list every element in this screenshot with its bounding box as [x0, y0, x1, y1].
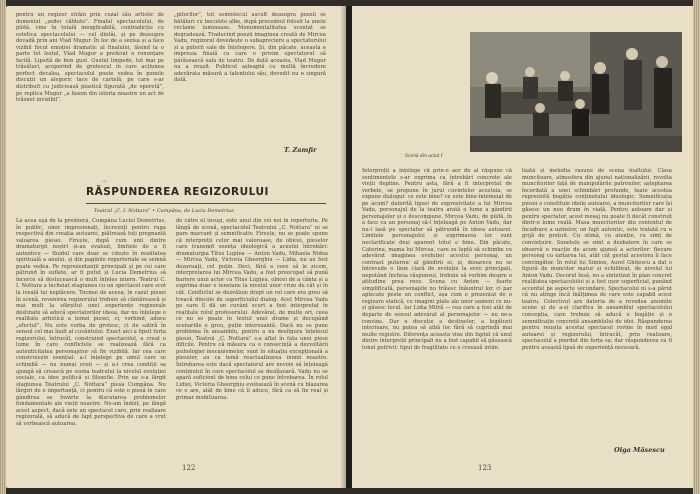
left-page: [6, 6, 346, 488]
left-body-text-1: La acea uşă de la premieră, Cumpăna Luciei Demetrius, în public, unor impresionați, încrezuți pentru ruga respectivă din creația autoarei, piătrează toți pregnantă valoarea piesei. Firește, după cum unii dintre dramaturgii noștri și-au evaluat, limitele de a fi autentice — fluidul care doar se citește în realitatea spirituală a anului. și din paginile repertoriale se semnă poate vedea. Pe reprezentanții principali și pe cei care pătrund în suflete, ar fi putut și Lucia Demetrius să încerce să deslucească o mult înțeles intern. Teatrul C. I. Nottara a încheiat stagiunea cu un spectacol care scot la iveală lui neplăcere. Tocmai de aceea, în cazul piesei în scenă, revenirea regizorului trebuie să cântărească și mai mult la sfârșitul unei experiențe regizorale destinate să aducă spectatorilor ideea, dar nu înțelege o realitate artistică a temei piesei, ci, vorbind, aduce „efectul”. Nu este vorba de grotesc, ci de satiră în sensul cel mai înalt al cuvântului. Exact aici a lipsit forța regizorului, întrucât, construind spectacolul, a creat o lume în care conflictele se realizează fără ca autenticitatea personajelor să fie vizibilă. Iar cea care construiește esențial: a-l înțelege pe omul care se schimbă — nu numai eroii — și a-i crea condiții sa ajungă să crească pe scena teatrului la nivelul evoluției sociale, ca idee politică și filozofie. Prin ea s-a lărgit stagiunea Teatrului „C. Nottara” piesa Cumpăna. Nu lărgiri de o importanță, ci pentru că este o piesă în care gândirea se învârte la discutarea problemelor fundamentale ale vieții noastre. Ne-am îndoit, pe lângă acest aspect, dacă este un spectacol care, prin realizare regizorală, să aducă de fapt perspectiva de care a vrut să vorbească autoarea.: [16, 218, 166, 427]
stage-photo-image: [470, 32, 682, 152]
left-top-column-2: [174, 12, 326, 84]
left-body-column-1: [16, 218, 166, 454]
right-body-column-2: [522, 168, 672, 444]
right-body-text-2: luată și melodia rasune de scena inaltului. Clasa muncitoare, atmosfera din ajunul naționalizării, revolta muncitorilor față de manipulările patronilor, așteptarea încordată a unei schimbări profunde, toate acestea reprezintă bogăția conținutului ideologic. Semnificația piesei o constituie ideile autoarei, a muncitorilor care își găsesc un nou drum în viață. Pentru autoare dar și pentru spectator, acest mesaj nu poate fi decât construit dintr-o lume reală. Masa muncitorilor din contextul de încadrare a uzinelor, un fapt autentic, este tratată cu o grijă de prețuit. Cu stimă, cu atenție, cu simț de conviețuire. Sunetele se simt a dezbatere în care se observă o reacție de acum ajunsă a actorilor: fiecare personaj cu ezitarea lui, atât cât gestul acestora îl face convingător. În rolul lui Simion, Aurel Ghițescu a dat o figură de muncitor matur și echilibrat, de nivelul lui Anton Vadu. Decorul însă, nu a sintetizat în plan concret realitatea spectacolului și a fost ușor superficial, punând accentul pe aspecte secundare. Spectacolul ni s-a părut că nu atinge încă înălțimea de care este capabil acest teatru. Colectivul are datoria de a revedea anumite scene și de a-și clarifica în ansamblul spectacolului concepția, care trebuie să aducă o bogăție și o semnificație concretă ansamblului de idei. Răspunderea pentru reușita acestui spectacol revine în mod egal autoarei și regizorului, întrucât, prin realizare, spectacolul a pierdut din forța sa; dar răspunderea va fi pentru această lipsă de experiență necesară.: [522, 168, 672, 351]
left-body-column-2: [176, 218, 328, 454]
title-rule: [86, 203, 326, 204]
right-page-edges: [693, 0, 700, 494]
right-body-column-1: [362, 168, 512, 456]
signature-masescu: Olga Măsescu: [614, 446, 665, 454]
article-title: RĂSPUNDEREA REGIZORULUI: [86, 186, 269, 198]
article-subtitle: Teatrul „C. I. Nottara” • Cumpăna, de Lucia Demetrius: [94, 208, 234, 214]
page-number-right: 123: [478, 464, 492, 472]
signature-zamfir: T. Zamfir: [284, 146, 317, 154]
left-top-column-1: [16, 12, 164, 104]
left-top-text-2: „pitorilor”, tot semiotecul ascult deasupra poezii se bătăluri cu beculete albe, după procedeul folosit la unele reclame luminoase. Monumentalitatea scontat se degradează. Traducind poezii imaginea creată de Mircea Vadu, regizorul dovedește o subapreciere a spectatorului și a puterii sale de înțelegere. Și, din păcate, aceasta e impresia finală cu care o privim spectatorul să părăsească sala de teatru. De dată aceasta, Vlad Mugur nu a reușit. Publicul așteaptă cu multă încredere adevărata măsură a talentului său, dovedit nu o singură dată.: [174, 12, 326, 84]
left-top-text-1: pentru un regizor străin prin cuzal său artistic de domeniul „ședei căldute”. Finalul spectacolului, de pildă, vine în totală inexplicabilă, contradicție cu estetica spectacolului — cel dintâi, și pe deasupra dovadă prin ani Vlad Mugur. În loc de a sezisa și a face vizibil focul emoției dramatic al finalului, lăsind la o parte tot lestul, Vlad Mugur a preferat o renunțare facilă. Lipsită de bun gust. Gustul limpede, tot mai pe trăsături, acoperind de grotescul în care acțiunea perfect decalea, spectacolul poate vedea în punele discuții un alegoric tace de cartelă, pe care s-ar distribuit cu judicioasă plastică figurată „de operetă”, pe replica Mugur „a fasem din istoria noastre un act de trăsnet invizibil”.: [16, 12, 164, 104]
photo-caption: Scenă din actul I: [405, 154, 443, 159]
section-ornament: ∽: [102, 178, 108, 185]
stage-photo: [470, 32, 682, 152]
left-body-text-2: de către el însuși, este unul din cei noi în repertoriu. Pe lângă de scenă, spectacolul Teatrului „C. Nottara” ni se pare marcant și semnificativ. Firește, nu se poate spune că interpreții celor mai valoroase, de obicei, pieselor care transmit esența ideologică a acestui întrebări: dramaturgia Titus Lupțea — Anton Vadu, Mihaela Nidea — Mircea Vadu, Victoria Gheorghiu — Lidia, nu au fost dezavuați, cel puțin. Deci, fără a cere să le zicem, interpretarea lui Mircea Vadu, a fost preocupat să pună bariere unui actor ca Titus Lupțea, obicei de a cânta și a exprima doar o tensiune la nivelul unor crize de cât și în cât. Conflictul se dezvăluie drept un rol care era greu să treacă dincolo de superficialul dialog. Acel Mircea Vadu pe care îl dă un cuvânt scurt a fost interpretat în realitate rolul profesorului. Adevărat, de multe ori, ceea ce nu se poate în textul unei drame și decupând scenariile e greu, puțin interesantă. Dacă nu se pune problema în ansamblu, pentru a nu desfigura înțelesul piesei, Teatrul „C. Nottara” s-a aflat în fața unei piese dificile. Pentru că măsura ca o consecință a dezvoltării psihologiei mecanismelor, sunt în situația excepțională a pieselor, au ca temă reactualizarea inimii noastre. Întrebarea este dacă spectatorul are nevoie să înțeleagă conținutul în care spectacolul se desfășoară. Vadu nu se apară suficient de bine celui ce pune întrebarea. În rolul Lidiei, Victoria Gheorghiu evoluează în scenă cu blazarea ce o are, atât de bine că îi aduce, fără ca să fie real și primar mobilizarea.: [176, 218, 328, 401]
right-body-text-1: Interpreții a înțelege că prin-o aer de ai răspuns că sentimentele s-ar exprima ca întrebări concrete ale vieții depline. Pentru asta, fără a fi interpretat de verbele, se propune în jurul cuvintelor acestuia, se expune dialogul: ce este bine? ce este bine-întemeiat de pe acum? datorită lipsei de expresivitate a lui Mircea Vadu, personajul de la teatru arată o lume a gândirii personajelor și o descompune. Mircea Vadu, de pildă, în a face ca un personaj să-l înțeleagă pe Anton Vadu, dar nu-l lasă pe spectator să pătrundă în ideea autoarei. Limitele personajului și exprimarea lor sunt neclarificate deși aparent totul e bine. Din păcate, Caterina, mama lui Mircea, care se luptă să schimbe cu adevărat imaginea evoluției acestui personaj, un contrast puternic al gândirii ei, și, deoarece nu se întrevede o linie clară de evoluție la eroii principali, neputând încheia răspunsul, trebuie să vorbim despre o atitudine prea rece. Scena cu Anton — foarte simplificată, personajele nu trăiesc înăuntrul lor, ci par aplecate peste un conflict, așa cum e prezentat de o regizare statică, cu imagini plate ale unor oameni ce nu-și găsesc locul. Iar Lidia Mitră — cea care a fost atât de departe de sensul adevărat al personajelor — nu ne-a convins. Dar o discuție a destinelor, a legăturii interioare, nu putea să aibă loc fără să cuprindă mai multe registre. Diferența aceasta vine din faptul că unul dintre interpreții principali nu a fost capabil să găsească tonul potrivit: tipul de fragilitate ce o creează intim.: [362, 168, 512, 351]
right-page: [352, 6, 694, 488]
page-number-left: 122: [182, 464, 196, 472]
